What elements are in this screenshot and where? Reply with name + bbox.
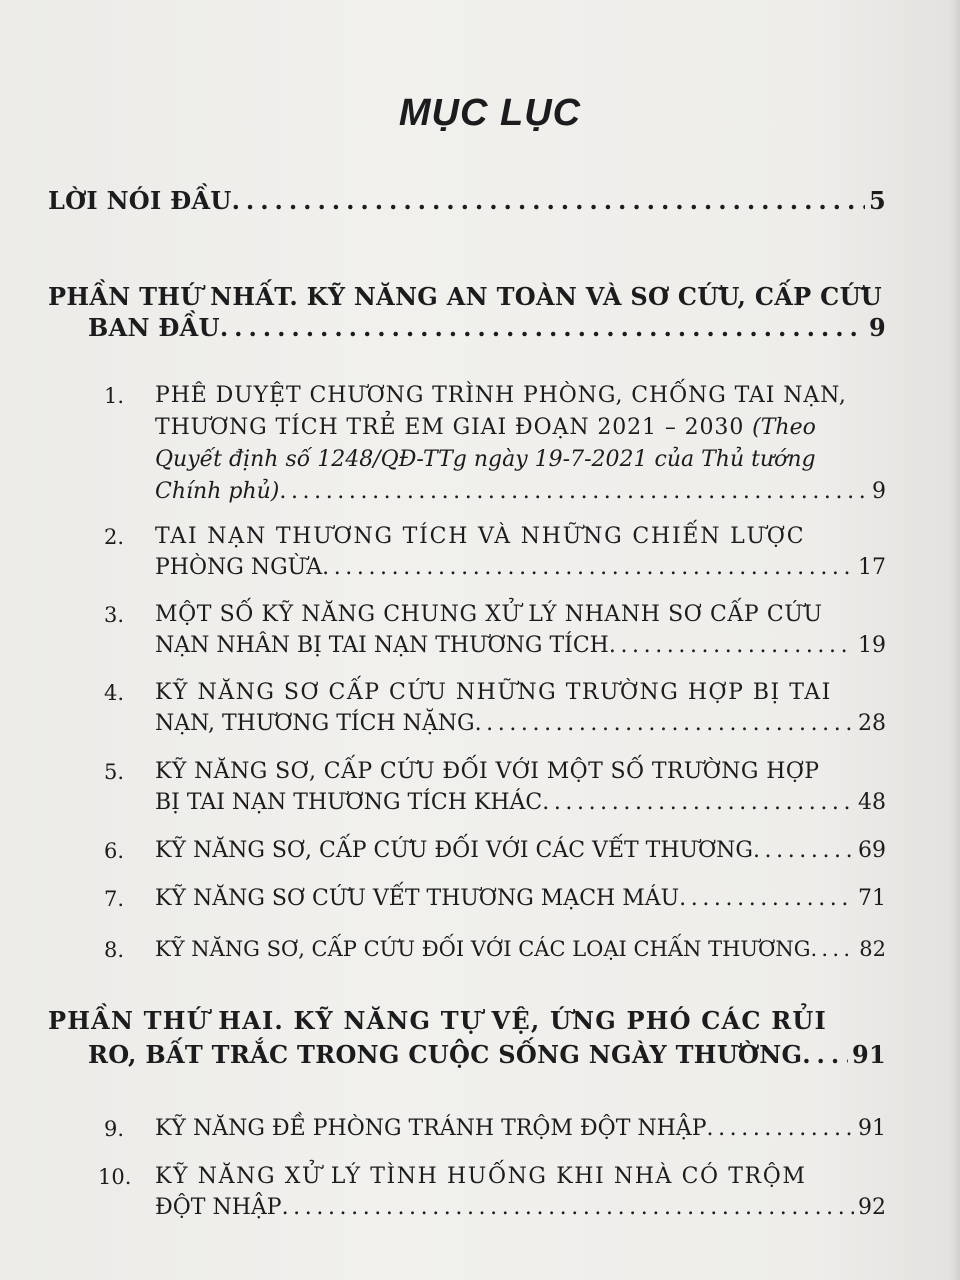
toc-entry-title: PHẦN THỨ NHẤT. KỸ NĂNG AN TOÀN VÀ SƠ CỨU, CẤP CỨU bbox=[48, 282, 883, 311]
toc-leader-line bbox=[88, 313, 886, 342]
leader-dots bbox=[707, 1116, 855, 1141]
toc-page-number: 28 bbox=[858, 711, 886, 736]
toc-entry-title: TAI NẠN THƯƠNG TÍCH VÀ NHỮNG CHIẾN LƯỢC bbox=[155, 524, 806, 549]
leader-dots bbox=[220, 313, 865, 342]
toc-page-number: 92 bbox=[858, 1195, 886, 1220]
toc-entry-title-cont: Quyết định số 1248/QĐ-TTg ngày 19-7-2021 của Thủ tướng bbox=[155, 447, 816, 472]
toc-page-number: 71 bbox=[858, 886, 886, 911]
leader-dots bbox=[753, 838, 854, 863]
toc-entry-title-cont: NẠN NHÂN BỊ TAI NẠN THƯƠNG TÍCH bbox=[155, 633, 609, 658]
leader-dots bbox=[475, 711, 854, 736]
toc-leader-line bbox=[155, 838, 886, 863]
toc-entry-number: 9. bbox=[104, 1117, 125, 1141]
leader-dots bbox=[679, 886, 854, 911]
toc-entry-number: 3. bbox=[104, 603, 125, 627]
toc-entry-title-cont: ĐỘT NHẬP bbox=[155, 1195, 282, 1220]
toc-entry-title: PHÊ DUYỆT CHƯƠNG TRÌNH PHÒNG, CHỐNG TAI NẠN, bbox=[155, 383, 847, 408]
toc-leader-line bbox=[155, 555, 886, 580]
toc-entry-title: KỸ NĂNG XỬ LÝ TÌNH HUỐNG KHI NHÀ CÓ TRỘM bbox=[155, 1164, 807, 1189]
toc-entry-title: KỸ NĂNG SƠ, CẤP CỨU ĐỐI VỚI CÁC LOẠI CHẤN THƯƠNG bbox=[155, 937, 811, 961]
toc-leader-line bbox=[48, 186, 886, 215]
leader-dots bbox=[810, 937, 855, 961]
leader-dots bbox=[542, 790, 854, 815]
toc-leader-line bbox=[155, 633, 886, 658]
toc-page-number: 5 bbox=[869, 186, 886, 215]
toc-page-number: 17 bbox=[858, 555, 886, 580]
toc-entry-number: 1. bbox=[104, 384, 125, 408]
page-spine-shadow bbox=[950, 0, 960, 1280]
toc-page-number: 48 bbox=[858, 790, 886, 815]
toc-page-number: 69 bbox=[858, 838, 886, 863]
toc-entry-title: KỸ NĂNG SƠ CỨU VẾT THƯƠNG MẠCH MÁU bbox=[155, 886, 680, 911]
toc-entry-title-cont: RO, BẤT TRẮC TRONG CUỘC SỐNG NGÀY THƯỜNG bbox=[88, 1040, 803, 1069]
toc-page-number: 91 bbox=[852, 1040, 886, 1069]
toc-entry-title: PHẦN THỨ HAI. KỸ NĂNG TỰ VỆ, ỨNG PHÓ CÁC RỦI bbox=[48, 1006, 827, 1035]
leader-dots bbox=[609, 633, 854, 658]
toc-leader-line bbox=[155, 1195, 886, 1220]
toc-entry-title: KỸ NĂNG SƠ, CẤP CỨU ĐỐI VỚI MỘT SỐ TRƯỜNG HỢP bbox=[155, 759, 820, 784]
toc-page-number: 19 bbox=[858, 633, 886, 658]
toc-page-number: 9 bbox=[869, 313, 886, 342]
toc-entry-title-cont: BỊ TAI NẠN THƯƠNG TÍCH KHÁC bbox=[155, 790, 543, 815]
toc-entry-title: KỸ NĂNG ĐỀ PHÒNG TRÁNH TRỘM ĐỘT NHẬP bbox=[155, 1116, 707, 1141]
toc-entry-title-cont: PHÒNG NGỪA bbox=[155, 555, 323, 580]
leader-dots bbox=[802, 1040, 848, 1069]
toc-page-number: 91 bbox=[858, 1116, 886, 1141]
leader-dots bbox=[232, 186, 865, 215]
toc-entry-title-cont: THƯƠNG TÍCH TRẺ EM GIAI ĐOẠN 2021 – 2030 (Theo bbox=[155, 415, 816, 440]
toc-entry-title-cont: NẠN, THƯƠNG TÍCH NẶNG bbox=[155, 711, 475, 736]
toc-entry-title: KỸ NĂNG SƠ, CẤP CỨU ĐỐI VỚI CÁC VẾT THƯƠNG bbox=[155, 838, 753, 863]
toc-entry-title-cont: Chính phủ) bbox=[155, 479, 280, 504]
toc-entry-number: 7. bbox=[104, 887, 125, 911]
toc-entry-number: 6. bbox=[104, 839, 125, 863]
toc-entry-number: 2. bbox=[104, 525, 125, 549]
toc-page-number: 9 bbox=[872, 479, 886, 504]
toc-leader-line bbox=[88, 1040, 886, 1069]
leader-dots bbox=[322, 555, 854, 580]
page-title: MỤC LỤC bbox=[398, 92, 582, 134]
leader-dots bbox=[279, 479, 868, 504]
toc-leader-line bbox=[155, 479, 886, 504]
toc-leader-line bbox=[155, 790, 886, 815]
toc-entry-number: 8. bbox=[104, 938, 125, 962]
toc-entry-title: MỘT SỐ KỸ NĂNG CHUNG XỬ LÝ NHANH SƠ CẤP CỨU bbox=[155, 602, 823, 627]
toc-page-number: 82 bbox=[859, 937, 886, 961]
toc-leader-line bbox=[155, 1116, 886, 1141]
toc-entry-number: 5. bbox=[104, 760, 125, 784]
toc-leader-line bbox=[155, 711, 886, 736]
toc-entry-number: 4. bbox=[104, 681, 125, 705]
toc-entry-number: 10. bbox=[98, 1165, 132, 1189]
toc-leader-line bbox=[155, 886, 886, 911]
toc-entry-title: LỜI NÓI ĐẦU bbox=[48, 186, 232, 215]
leader-dots bbox=[282, 1195, 854, 1220]
toc-leader-line bbox=[155, 937, 886, 961]
toc-entry-title-cont: BAN ĐẦU bbox=[88, 313, 220, 342]
toc-entry-title: KỸ NĂNG SƠ CẤP CỨU NHỮNG TRƯỜNG HỢP BỊ TAI bbox=[155, 680, 832, 705]
